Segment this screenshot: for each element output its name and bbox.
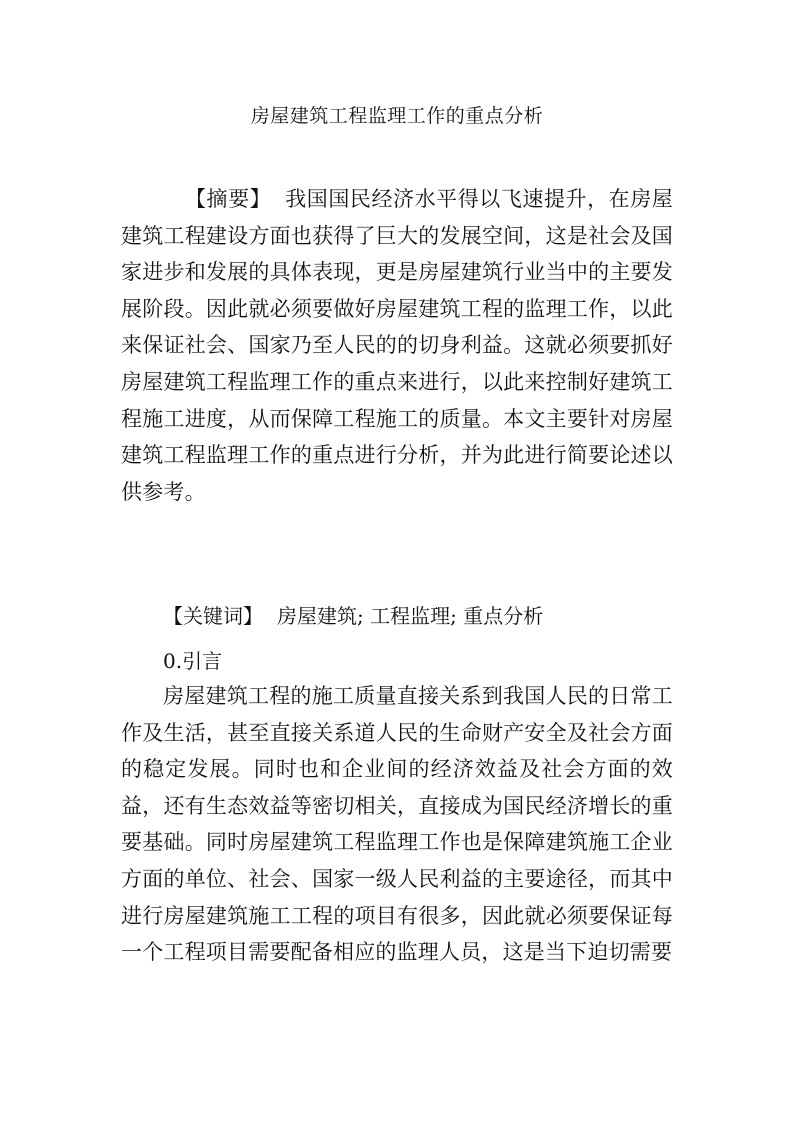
abstract-text: 我国国民经济水平得以飞速提升，在房屋建筑工程建设方面也获得了巨大的发展空间，这是社会及国家进步和发展的具体表现，更是房屋建筑行业当中的主要发展阶段。因此就必须要做好房屋建筑工程的监理工作，以此来保证社会、国家乃至人民的的切身利益。这就必须要抓好房屋建筑工程监理工作的重点来进行，以此来控制好建筑工程施工进度，从而保障工程施工的质量。本文主要针对房屋建筑工程监理工作的重点进行分析，并为此进行简要论述以供参考。	[121, 187, 673, 504]
keywords-label: 【关键词】	[163, 604, 263, 628]
keywords-text: 房屋建筑; 工程监理; 重点分析	[277, 604, 544, 628]
body-paragraph: 房屋建筑工程的施工质量直接关系到我国人民的日常工作及生活，甚至直接关系道人民的生命财产安全及社会方面的稳定发展。同时也和企业间的经济效益及社会方面的效益，还有生态效益等密切相关，直接成为国民经济增长的重要基础。同时房屋建筑工程监理工作也是保障建筑施工企业方面的单位、社会、国家一级人民利益的主要途径，而其中进行房屋建筑施工工程的项目有很多，因此就必须要保证每一个工程项目需要配备相应的监理人员，这是当下迫切需要	[121, 684, 673, 965]
section-heading: 0.引言	[163, 649, 223, 673]
abstract-paragraph	[121, 181, 673, 510]
abstract-label: 【摘要】	[185, 187, 272, 211]
keywords-line	[163, 600, 543, 632]
document-title: 房屋建筑工程监理工作的重点分析	[250, 105, 544, 127]
